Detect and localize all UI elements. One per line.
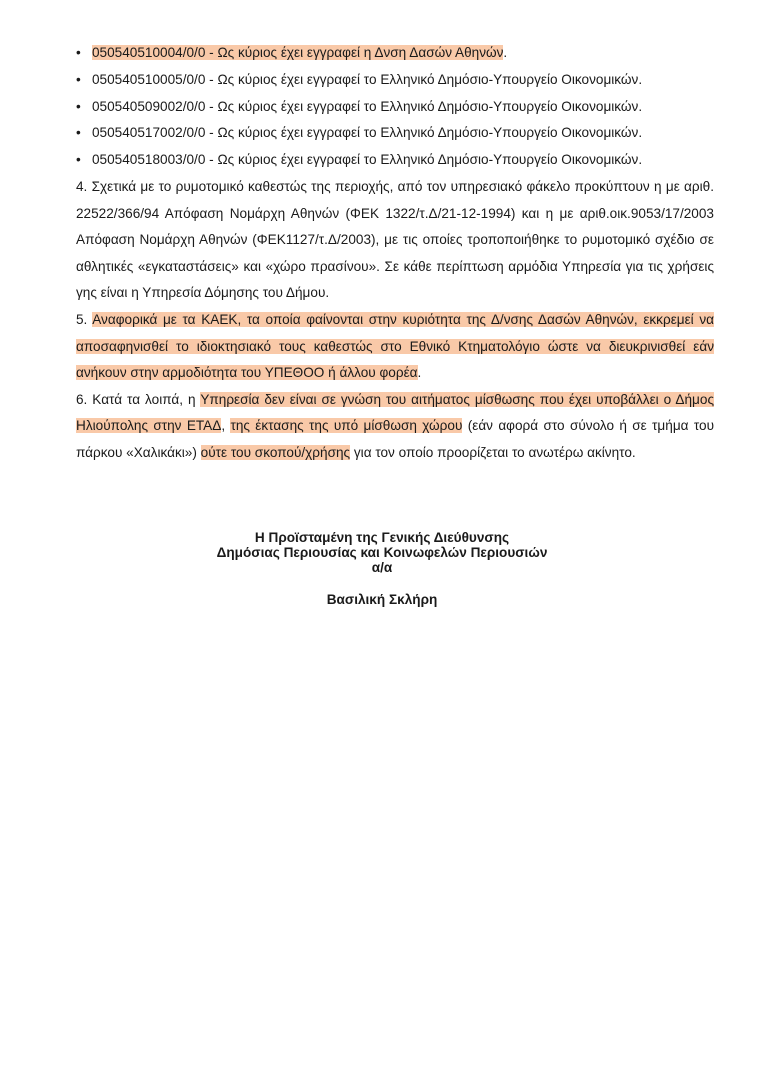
text-segment: 5. bbox=[76, 311, 93, 327]
bullet-icon: • bbox=[76, 125, 81, 141]
signature-on-behalf: α/α bbox=[371, 560, 393, 575]
text-segment: 050540509002/0/0 - Ως κύριος έχει εγγραφεί το Ελληνικό Δημόσιο-Υπουργείο Οικονομικών. bbox=[92, 98, 643, 114]
text-segment: (εάν αφορά στο σύνολο ή σε τμήμα του πάρκου «Χαλικάκι») bbox=[76, 418, 715, 460]
kaek-list bbox=[76, 40, 714, 174]
text-segment: 4. Σχετικά με το ρυμοτομικό καθεστώς της περιοχής, από τον υπηρεσιακό φάκελο προκύπτουν η με αριθ. 22522/366/94 Απόφαση Νομάρχη Αθηνών (ΦΕΚ 1322/τ.Δ/21-12-1994) και η με αριθ.οικ.9053/17/2003 Απόφαση Νομάρχη Αθηνών (ΦΕΚ1127/τ.Δ/2003), με τις οποίες τροποποιήθηκε το ρυμοτομικό σχέδιο σε αθλητικές «εγκαταστάσεις» και «χώρο πρασίνου». Σε κάθε περίπτωση αρμόδια Υπηρεσία για τις χρήσεις γης είναι η Υπηρεσία Δόμησης του Δήμου. bbox=[76, 178, 714, 301]
signature-title-line1: Η Προϊσταμένη της Γενικής Διεύθυνσης bbox=[254, 530, 510, 545]
text-segment: 6. Κατά τα λοιπά, η bbox=[76, 391, 201, 407]
list-item bbox=[76, 40, 714, 67]
text-segment: 050540518003/0/0 - Ως κύριος έχει εγγραφεί το Ελληνικό Δημόσιο-Υπουργείο Οικονομικών. bbox=[92, 152, 643, 168]
text-segment: , bbox=[221, 418, 231, 434]
text-segment: . bbox=[503, 45, 508, 60]
bullet-icon: • bbox=[76, 71, 81, 87]
list-item bbox=[76, 147, 714, 174]
paragraph-6 bbox=[76, 387, 714, 467]
signatory-name: Βασιλική Σκλήρη bbox=[326, 592, 438, 607]
text-segment: για τον οποίο προορίζεται το ανωτέρω ακίνητο. bbox=[350, 444, 636, 460]
highlighted-text: 050540510004/0/0 - Ως κύριος έχει εγγραφεί η Δνση Δασών Αθηνών bbox=[92, 45, 504, 60]
highlighted-text: Υπηρεσία δεν είναι σε γνώση του αιτήματος μίσθωσης που έχει υποβάλλει ο Δήμος Ηλιούπολης στην ΕΤΑΔ bbox=[76, 391, 714, 434]
highlighted-text: Αναφορικά με τα ΚΑΕΚ, τα οποία φαίνονται στην κυριότητα της Δ/νσης Δασών Αθηνών, εκκρεμεί να αποσαφηνισθεί το ιδιοκτησιακό τους καθεστώς στο Εθνικό Κτηματολόγιο ώστε να διευκρινισθεί εάν ανήκουν στην αρμοδιότητα του ΥΠΕΘΟΟ ή άλλου φορέα bbox=[76, 311, 714, 381]
document-body bbox=[76, 40, 714, 467]
text-segment: 050540510005/0/0 - Ως κύριος έχει εγγραφεί το Ελληνικό Δημόσιο-Υπουργείο Οικονομικών. bbox=[92, 71, 643, 87]
paragraph-5 bbox=[76, 307, 714, 387]
text-segment: . bbox=[417, 365, 422, 381]
highlighted-text: ούτε του σκοπού/χρήσης bbox=[200, 444, 351, 460]
list-item bbox=[76, 94, 714, 121]
paragraph-4 bbox=[76, 174, 714, 307]
list-item bbox=[76, 120, 714, 147]
signature-block bbox=[76, 530, 688, 607]
highlighted-text: της έκτασης της υπό μίσθωση χώρου bbox=[230, 418, 463, 434]
list-item bbox=[76, 67, 714, 94]
paragraphs bbox=[76, 174, 714, 467]
bullet-icon: • bbox=[76, 152, 81, 168]
bullet-icon: • bbox=[76, 45, 81, 60]
bullet-icon: • bbox=[76, 98, 81, 114]
signature-title-line2: Δημόσιας Περιουσίας και Κοινωφελών Περιουσιών bbox=[216, 545, 548, 560]
text-segment: 050540517002/0/0 - Ως κύριος έχει εγγραφεί το Ελληνικό Δημόσιο-Υπουργείο Οικονομικών. bbox=[92, 125, 643, 141]
